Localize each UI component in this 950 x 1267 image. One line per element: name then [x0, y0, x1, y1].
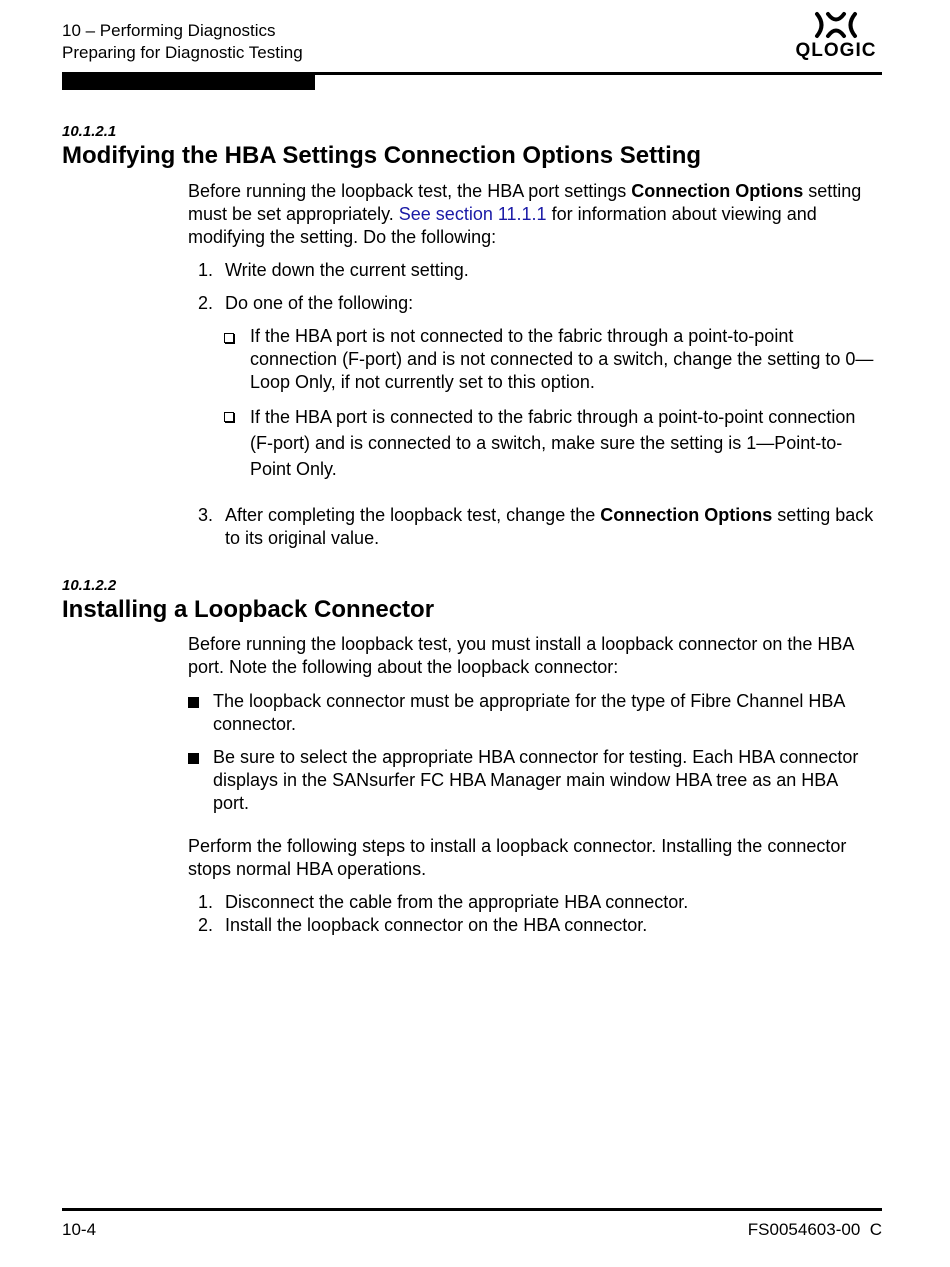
section-heading: Installing a Loopback Connector: [62, 596, 435, 623]
checkbox-bullet-icon: [224, 333, 234, 343]
section-number: 10.1.2.1: [62, 123, 117, 140]
section-intro: Before running the loopback test, the HBA port settings Connection Options setting must be set appropriately. See section 11.1.1 for information about viewing and modifying the setting. Do the following:: [188, 181, 862, 247]
bullet-text: Be sure to select the appropriate HBA connector for testing. Each HBA connector displays in the SANsurfer FC HBA Manager main window HBA tree as an HBA port.: [213, 747, 859, 813]
step-text: Install the loopback connector on the HBA connector.: [225, 915, 648, 935]
bullet-text: The loopback connector must be appropriate for the type of Fibre Channel HBA connector.: [213, 691, 845, 734]
logo-wordmark: QLOGIC: [795, 40, 877, 61]
step-text: Do one of the following:: [225, 293, 414, 313]
qlogic-logo: [790, 10, 882, 66]
checkbox-bullet-icon: [224, 412, 234, 422]
running-header: [62, 20, 303, 64]
qlogic-emblem-icon: [790, 10, 882, 40]
step-text: Write down the current setting.: [225, 260, 469, 280]
section-link[interactable]: See section 11.1.1: [398, 204, 547, 224]
procedure-intro: Perform the following steps to install a loopback connector. Installing the connector stops normal HBA operations.: [188, 836, 847, 879]
square-bullet-icon: [188, 753, 199, 764]
emphasis: Connection Options: [600, 505, 773, 525]
step-number: 3.: [198, 505, 214, 525]
page-number: 10-4: [62, 1220, 97, 1239]
sub-item-text: If the HBA port is not connected to the fabric through a point-to-point connection (F-port) and is not connected to a switch, change the setting to 0—Loop Only, if not currently set to this option.: [250, 326, 874, 392]
sub-item-text: If the HBA port is connected to the fabric through a point-to-point connection (F-port) and is connected to a switch, make sure the setting is 1—Point-to-Point Only.: [250, 407, 856, 479]
step-number: 1.: [198, 260, 214, 280]
step-text: After completing the loopback test, change the Connection Options setting back to its original value.: [225, 505, 874, 548]
section-number: 10.1.2.2: [62, 577, 117, 594]
section-title: Preparing for Diagnostic Testing: [62, 43, 303, 62]
step-text: Disconnect the cable from the appropriate HBA connector.: [225, 892, 689, 912]
footer-rule: [62, 1208, 882, 1211]
document-id: FS0054603-00 C: [747, 1220, 882, 1239]
chapter-title: 10 – Performing Diagnostics: [62, 21, 276, 40]
step-number: 2.: [198, 293, 214, 313]
section-intro: Before running the loopback test, you must install a loopback connector on the HBA port. Note the following about the loopback connector:: [188, 634, 854, 677]
step-number: 1.: [198, 892, 214, 912]
section-heading: Modifying the HBA Settings Connection Options Setting: [62, 142, 702, 169]
step-number: 2.: [198, 915, 214, 935]
emphasis: Connection Options: [631, 181, 804, 201]
header-bar: [62, 75, 315, 90]
square-bullet-icon: [188, 697, 199, 708]
